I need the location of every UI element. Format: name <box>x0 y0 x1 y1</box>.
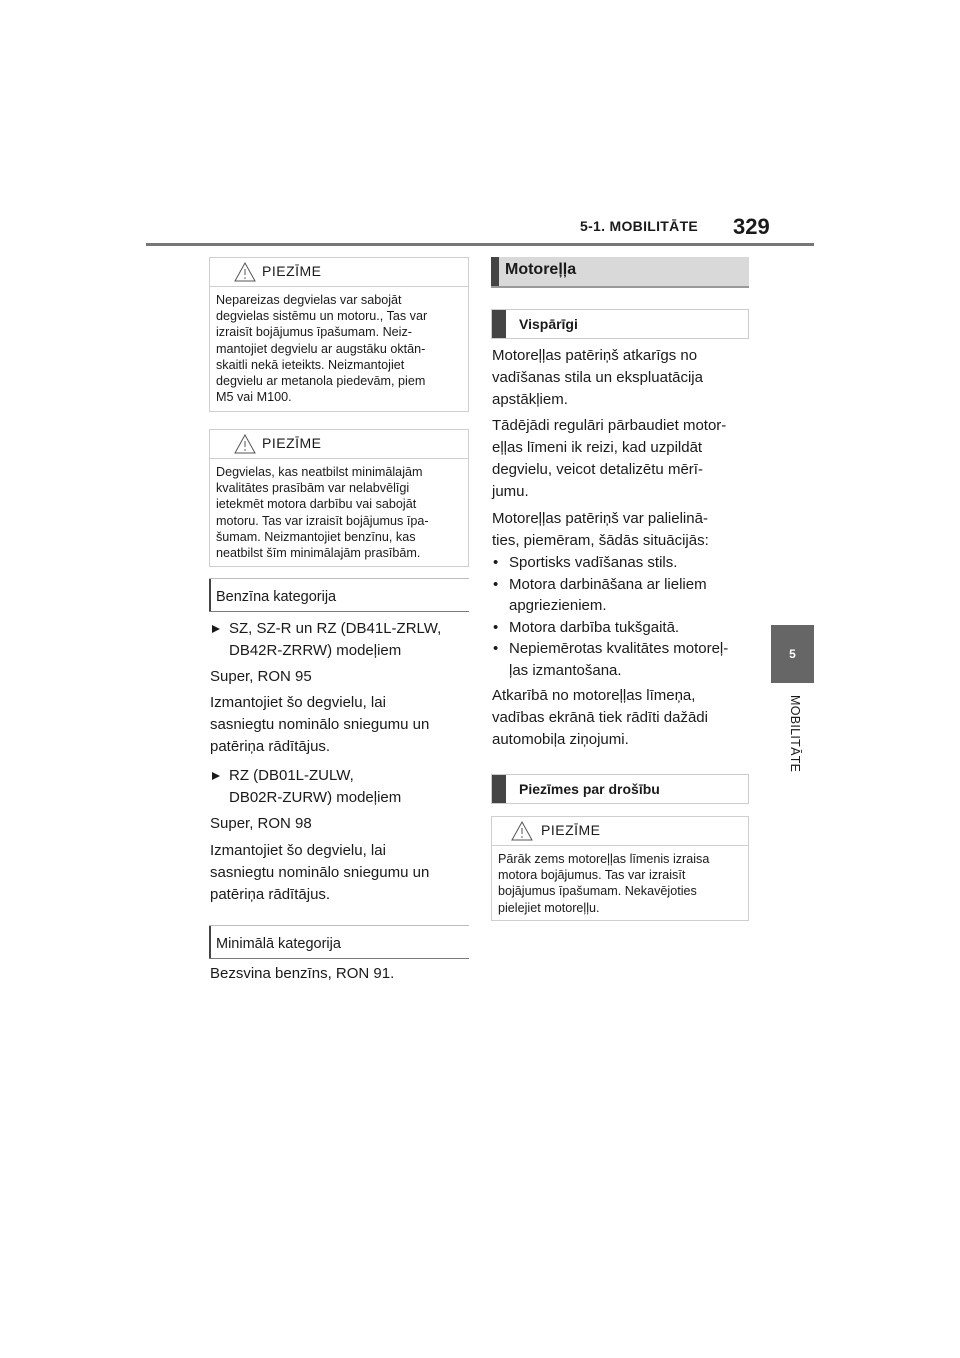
notice-line: degvielu ar metanola piedevām, piem <box>216 374 426 389</box>
notice-header <box>210 430 468 459</box>
notice-line: bojājumus īpašumam. Nekavējoties <box>498 884 697 899</box>
subheading-minimum-grade <box>209 925 469 959</box>
fuel-use-paragraph-2: Izmantojiet šo degvielu, lai sasniegtu nominālo sniegumu un patēriņa rādītājus. <box>210 842 430 903</box>
notice-line: motoru. Tas var izraisīt bojājumus īpa- <box>216 513 429 528</box>
oil-paragraph-4: Atkarībā no motoreļļas līmeņa, vadības ekrānā tiek rādīti dažādi automobiļa ziņojumi. <box>492 687 708 748</box>
fuel-grade-1: Super, RON 95 <box>210 668 312 685</box>
notice-body <box>492 846 748 916</box>
notice-title: PIEZĪME <box>541 822 601 838</box>
subheading-petrol-grade <box>209 578 469 612</box>
notice-box-fuel-quality <box>209 429 469 567</box>
notice-line: šumam. Neizmantojiet benzīnu, kas <box>216 529 416 544</box>
chapter-side-label <box>786 695 802 825</box>
warning-triangle-icon <box>234 434 256 454</box>
subheading-label: Benzīna kategorija <box>216 589 337 605</box>
section-heading <box>491 257 749 288</box>
subheading-label: Piezīmes par drošību <box>519 781 660 797</box>
fuel-grade-2: Super, RON 98 <box>210 815 312 832</box>
notice-line: pielejiet motoreļļu. <box>498 900 600 915</box>
oil-paragraph-1: Motoreļļas patēriņš atkarīgs no vadīšanas stila un ekspluatācija apstākļiem. <box>492 347 703 408</box>
notice-line: kvalitātes prasībām var nelabvēlīgi <box>216 481 410 496</box>
chapter-tab <box>771 625 814 683</box>
notice-line: ietekmēt motora darbību vai sabojāt <box>216 497 417 512</box>
list-item: • Nepiemērotas kvalitātes motoreļ- ļas izmantošana. <box>492 638 754 681</box>
notice-box-fuel-damage <box>209 257 469 412</box>
list-item: • Sportisks vadīšanas stils. <box>492 552 754 574</box>
model-applicability-2: RZ (DB01L-ZULW, DB02R-ZURW) modeļiem <box>210 765 491 809</box>
warning-triangle-icon <box>511 821 533 841</box>
warning-triangle-icon <box>234 262 256 282</box>
notice-line: motora bojājumus. Tas var izraisīt <box>498 868 686 883</box>
notice-body <box>210 287 468 405</box>
subheading-label: Vispārīgi <box>519 316 578 332</box>
arrow-icon <box>212 625 220 633</box>
notice-line: neatbilst šīm minimālajām prasībām. <box>216 546 421 561</box>
notice-header <box>492 817 748 846</box>
model-applicability-1: SZ, SZ-R un RZ (DB41L-ZRLW, DB42R-ZRRW) modeļiem <box>210 618 491 662</box>
subheading-safety-notes <box>491 774 749 804</box>
subheading-general <box>491 309 749 339</box>
notice-line: degvielas sistēmu un motoru., Tas var <box>216 309 428 324</box>
notice-title: PIEZĪME <box>262 435 322 451</box>
list-item: • Motora darbināšana ar lieliem apgriezieniem. <box>492 574 754 617</box>
subheading-label: Minimālā kategorija <box>216 936 341 952</box>
arrow-icon <box>212 772 220 780</box>
section-heading-label: Motoreļļa <box>505 261 577 278</box>
header-rule <box>146 243 814 246</box>
minimum-fuel-grade: Bezsvina benzīns, RON 91. <box>210 965 395 982</box>
notice-body <box>210 459 468 561</box>
notice-line: izraisīt bojājumus īpašumam. Neiz- <box>216 325 412 340</box>
oil-paragraph-2: Tādējādi regulāri pārbaudiet motor- eļļas līmeni ik reizi, kad uzpildāt degvielu, veicot detalizētu mērī- jumu. <box>492 417 727 500</box>
page-number: 329 <box>733 214 770 239</box>
notice-header <box>210 258 468 287</box>
notice-line: M5 vai M100. <box>216 390 292 405</box>
notice-title: PIEZĪME <box>262 263 322 279</box>
oil-consumption-list <box>492 552 754 681</box>
notice-line: Degvielas, kas neatbilst minimālajām <box>216 465 423 479</box>
notice-box-low-oil <box>491 816 749 921</box>
notice-line: Nepareizas degvielas var sabojāt <box>216 293 402 307</box>
oil-paragraph-3: Motoreļļas patēriņš var palielinā- ties, piemēram, šādās situācijās: <box>492 510 709 549</box>
list-item: • Motora darbība tukšgaitā. <box>492 617 754 639</box>
notice-line: Pārāk zems motoreļļas līmenis izraisa <box>498 852 710 866</box>
chapter-label: MOBILITĀTE <box>788 695 802 773</box>
notice-line: skaitli nekā ieteikts. Neizmantojiet <box>216 357 405 372</box>
fuel-use-paragraph-1: Izmantojiet šo degvielu, lai sasniegtu nominālo sniegumu un patēriņa rādītājus. <box>210 694 430 755</box>
notice-line: mantojiet degvielu ar augstāku oktān- <box>216 341 426 356</box>
chapter-number: 5 <box>789 647 796 661</box>
section-title: 5-1. MOBILITĀTE <box>580 218 699 234</box>
